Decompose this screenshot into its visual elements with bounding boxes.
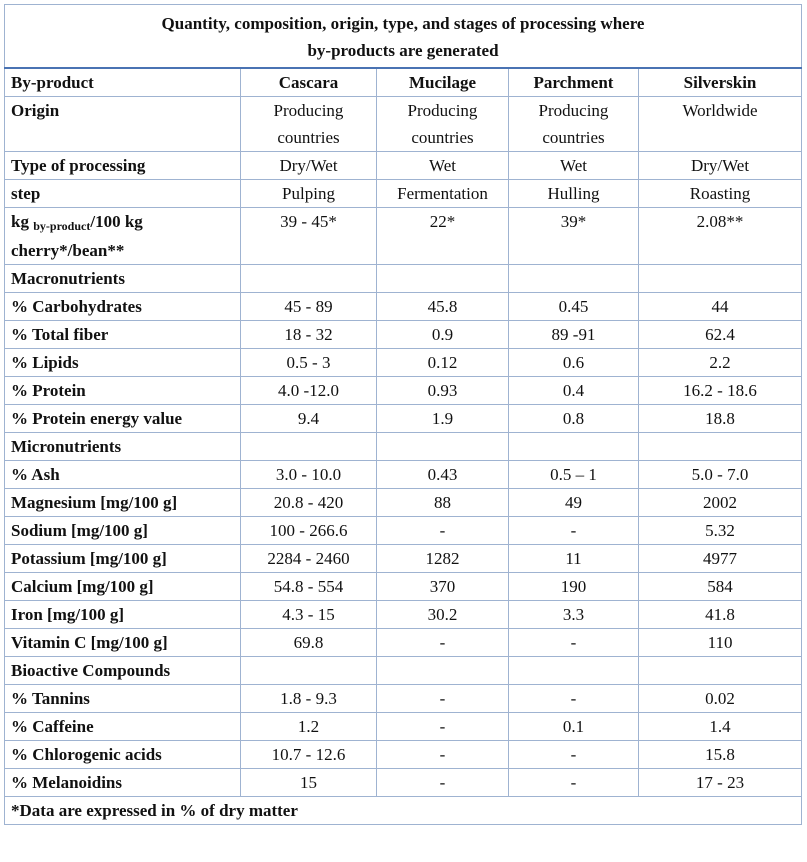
table-cell: 0.43 xyxy=(377,461,509,489)
origin-cascara xyxy=(241,97,377,152)
table-cell: 1.2 xyxy=(241,713,377,741)
row-label: Type of processing xyxy=(5,152,241,180)
section-label: Micronutrients xyxy=(5,433,241,461)
table-row xyxy=(5,293,802,321)
table-row xyxy=(5,489,802,517)
table-cell: 100 - 266.6 xyxy=(241,517,377,545)
table-cell: 0.6 xyxy=(509,349,639,377)
empty-cell xyxy=(377,657,509,685)
table-cell: 16.2 - 18.6 xyxy=(639,377,802,405)
table-cell: - xyxy=(377,769,509,797)
origin-cascara-line1: Producing xyxy=(273,101,344,120)
table-cell: - xyxy=(509,769,639,797)
table-cell: 4977 xyxy=(639,545,802,573)
caption-line-2: by-products are generated xyxy=(307,41,499,60)
section-row-micronutrients xyxy=(5,433,802,461)
row-label: Origin xyxy=(5,97,241,152)
table-row xyxy=(5,321,802,349)
table-cell: 54.8 - 554 xyxy=(241,573,377,601)
table-cell: - xyxy=(377,629,509,657)
table-row xyxy=(5,405,802,433)
table-cell: 5.32 xyxy=(639,517,802,545)
table-cell: 190 xyxy=(509,573,639,601)
kg-label-post: /100 kg xyxy=(90,212,143,231)
table-cell: 22* xyxy=(377,208,509,265)
table-cell: - xyxy=(377,741,509,769)
row-label: % Tannins xyxy=(5,685,241,713)
table-cell: 0.9 xyxy=(377,321,509,349)
table-row xyxy=(5,629,802,657)
row-label xyxy=(5,208,241,265)
caption-line-1: Quantity, composition, origin, type, and stages of processing where xyxy=(161,14,645,33)
table-cell: 5.0 - 7.0 xyxy=(639,461,802,489)
section-label: Macronutrients xyxy=(5,265,241,293)
table-cell: 17 - 23 xyxy=(639,769,802,797)
table-page xyxy=(4,4,801,825)
header-cell-byproduct: By-product xyxy=(5,68,241,97)
table-cell: 20.8 - 420 xyxy=(241,489,377,517)
row-label: step xyxy=(5,180,241,208)
row-label: % Lipids xyxy=(5,349,241,377)
row-label: % Protein energy value xyxy=(5,405,241,433)
row-label: % Chlorogenic acids xyxy=(5,741,241,769)
row-label: % Melanoidins xyxy=(5,769,241,797)
empty-cell xyxy=(639,433,802,461)
table-cell: 11 xyxy=(509,545,639,573)
header-cell-mucilage: Mucilage xyxy=(377,68,509,97)
origin-cascara-line2: countries xyxy=(277,128,340,147)
table-row xyxy=(5,769,802,797)
empty-cell xyxy=(639,657,802,685)
empty-cell xyxy=(241,657,377,685)
table-caption xyxy=(5,5,802,69)
table-row xyxy=(5,741,802,769)
table-cell: 0.5 - 3 xyxy=(241,349,377,377)
table-cell: - xyxy=(377,517,509,545)
row-label: % Ash xyxy=(5,461,241,489)
table-cell: 0.93 xyxy=(377,377,509,405)
table-cell: 0.45 xyxy=(509,293,639,321)
row-label: % Protein xyxy=(5,377,241,405)
section-label: Bioactive Compounds xyxy=(5,657,241,685)
table-cell: 15.8 xyxy=(639,741,802,769)
table-cell: 584 xyxy=(639,573,802,601)
origin-parchment-line1: Producing xyxy=(538,101,609,120)
table-cell: 4.3 - 15 xyxy=(241,601,377,629)
row-label: Potassium [mg/100 g] xyxy=(5,545,241,573)
origin-mucilage-line1: Producing xyxy=(407,101,478,120)
table-cell: Fermentation xyxy=(377,180,509,208)
table-cell: Roasting xyxy=(639,180,802,208)
table-row xyxy=(5,377,802,405)
kg-label-pre: kg xyxy=(11,212,29,231)
table-cell: 0.5 – 1 xyxy=(509,461,639,489)
table-cell: Dry/Wet xyxy=(639,152,802,180)
by-products-table xyxy=(4,4,802,825)
table-cell: 0.4 xyxy=(509,377,639,405)
step-row xyxy=(5,180,802,208)
table-cell: Pulping xyxy=(241,180,377,208)
origin-parchment xyxy=(509,97,639,152)
table-cell: 0.8 xyxy=(509,405,639,433)
table-row xyxy=(5,573,802,601)
kg-label-line1 xyxy=(11,208,234,237)
table-cell: 1282 xyxy=(377,545,509,573)
table-cell: 2002 xyxy=(639,489,802,517)
table-cell: Wet xyxy=(377,152,509,180)
footnote-row xyxy=(5,797,802,825)
row-label: Vitamin C [mg/100 g] xyxy=(5,629,241,657)
row-label: Calcium [mg/100 g] xyxy=(5,573,241,601)
table-cell: 0.02 xyxy=(639,685,802,713)
table-cell: 39* xyxy=(509,208,639,265)
table-cell: 89 -91 xyxy=(509,321,639,349)
header-cell-cascara: Cascara xyxy=(241,68,377,97)
table-cell: 39 - 45* xyxy=(241,208,377,265)
table-cell: - xyxy=(377,713,509,741)
table-cell: 45.8 xyxy=(377,293,509,321)
table-cell: 1.9 xyxy=(377,405,509,433)
table-row xyxy=(5,517,802,545)
section-row-bioactive xyxy=(5,657,802,685)
table-cell: 2284 - 2460 xyxy=(241,545,377,573)
row-label: Iron [mg/100 g] xyxy=(5,601,241,629)
header-cell-parchment: Parchment xyxy=(509,68,639,97)
row-label: Sodium [mg/100 g] xyxy=(5,517,241,545)
table-cell: - xyxy=(509,629,639,657)
table-row xyxy=(5,685,802,713)
empty-cell xyxy=(509,657,639,685)
caption-row xyxy=(5,5,802,69)
origin-mucilage-line2: countries xyxy=(411,128,474,147)
table-cell: - xyxy=(377,685,509,713)
empty-cell xyxy=(377,433,509,461)
table-cell: Hulling xyxy=(509,180,639,208)
table-cell: Wet xyxy=(509,152,639,180)
section-row-macronutrients xyxy=(5,265,802,293)
origin-silverskin: Worldwide xyxy=(639,97,802,152)
empty-cell xyxy=(509,433,639,461)
table-cell: 10.7 - 12.6 xyxy=(241,741,377,769)
table-cell: - xyxy=(509,685,639,713)
kg-label-sub: by-product xyxy=(33,219,91,233)
table-cell: 0.12 xyxy=(377,349,509,377)
table-cell: 370 xyxy=(377,573,509,601)
table-row xyxy=(5,713,802,741)
row-label: Magnesium [mg/100 g] xyxy=(5,489,241,517)
table-cell: 88 xyxy=(377,489,509,517)
table-cell: - xyxy=(509,517,639,545)
table-cell: 4.0 -12.0 xyxy=(241,377,377,405)
origin-mucilage xyxy=(377,97,509,152)
footnote: *Data are expressed in % of dry matter xyxy=(5,797,802,825)
empty-cell xyxy=(241,433,377,461)
table-cell: 1.8 - 9.3 xyxy=(241,685,377,713)
table-cell: 62.4 xyxy=(639,321,802,349)
table-cell: 30.2 xyxy=(377,601,509,629)
empty-cell xyxy=(509,265,639,293)
table-row xyxy=(5,461,802,489)
empty-cell xyxy=(639,265,802,293)
table-cell: 41.8 xyxy=(639,601,802,629)
table-cell: 18 - 32 xyxy=(241,321,377,349)
table-cell: 2.08** xyxy=(639,208,802,265)
table-cell: 9.4 xyxy=(241,405,377,433)
header-row xyxy=(5,68,802,97)
table-cell: 44 xyxy=(639,293,802,321)
table-cell: Dry/Wet xyxy=(241,152,377,180)
row-label: % Carbohydrates xyxy=(5,293,241,321)
table-cell: 0.1 xyxy=(509,713,639,741)
table-row xyxy=(5,601,802,629)
kg-label-line2: cherry*/bean** xyxy=(11,241,125,260)
table-cell: 3.3 xyxy=(509,601,639,629)
header-cell-silverskin: Silverskin xyxy=(639,68,802,97)
origin-row xyxy=(5,97,802,152)
table-row xyxy=(5,545,802,573)
table-cell: 15 xyxy=(241,769,377,797)
empty-cell xyxy=(241,265,377,293)
table-cell: 1.4 xyxy=(639,713,802,741)
table-cell: - xyxy=(509,741,639,769)
table-cell: 2.2 xyxy=(639,349,802,377)
type-processing-row xyxy=(5,152,802,180)
table-cell: 45 - 89 xyxy=(241,293,377,321)
row-label: % Caffeine xyxy=(5,713,241,741)
origin-parchment-line2: countries xyxy=(542,128,605,147)
table-cell: 110 xyxy=(639,629,802,657)
kg-row xyxy=(5,208,802,265)
table-cell: 3.0 - 10.0 xyxy=(241,461,377,489)
table-row xyxy=(5,349,802,377)
row-label: % Total fiber xyxy=(5,321,241,349)
table-cell: 69.8 xyxy=(241,629,377,657)
empty-cell xyxy=(377,265,509,293)
table-cell: 18.8 xyxy=(639,405,802,433)
table-cell: 49 xyxy=(509,489,639,517)
